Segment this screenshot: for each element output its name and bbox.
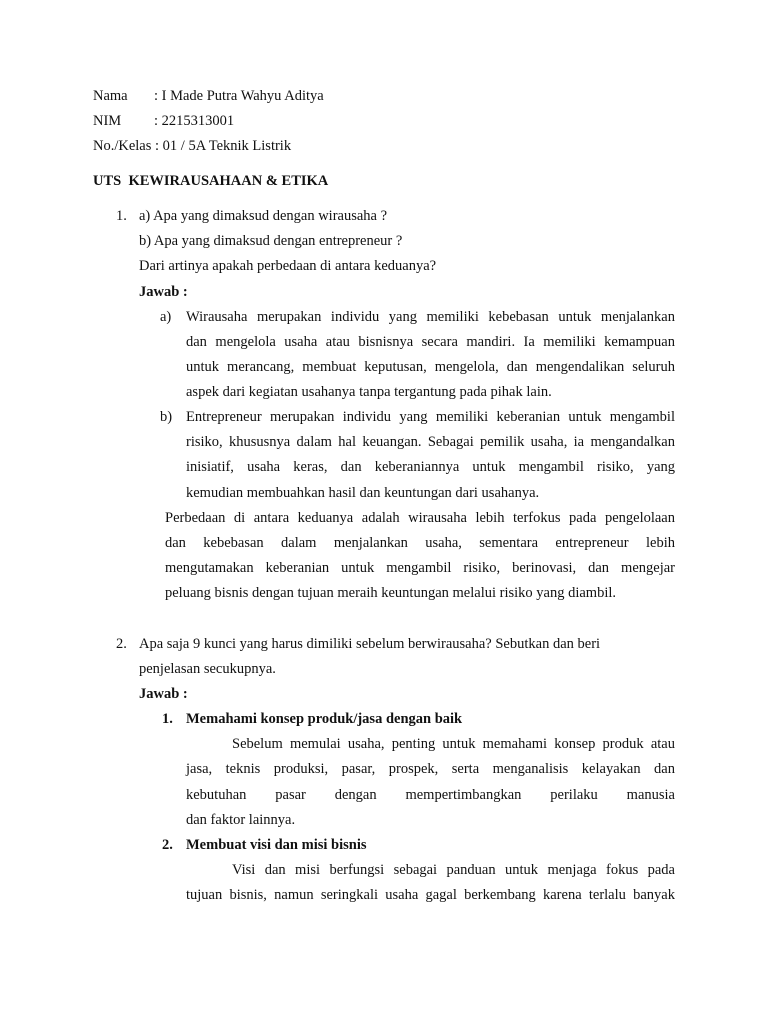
nim-label: NIM	[93, 113, 122, 129]
answer-1a-line: untuk merancang, membuat keputusan, mengelola, dan mengendalikan seluruh	[186, 359, 675, 375]
answer-1b-line: risiko, khususnya dalam hal keuangan. Sebagai pemilik usaha, ia mengandalkan	[186, 434, 675, 450]
answer-1a-line: Wirausaha merupakan individu yang memiliki kebebasan untuk menjalankan	[186, 309, 675, 325]
perbedaan-line: mengutamakan keberanian untuk mengambil risiko, berinovasi, dan mengejar	[165, 560, 675, 576]
perbedaan-line: dan kebebasan dalam menjalankan usaha, sementara entrepreneur lebih	[165, 535, 675, 551]
answer-1a-line: aspek dari kegiatan usahanya tanpa tergantung pada pihak lain.	[186, 384, 552, 400]
key-item-1-line: dan faktor lainnya.	[186, 812, 296, 828]
answer-1b-line: inisiatif, usaha keras, dan keberaniannya untuk mengambil risiko, yang	[186, 459, 675, 475]
nama-label: Nama	[93, 88, 128, 104]
document-title: UTS KEWIRAUSAHAAN & ETIKA	[93, 173, 329, 189]
answer-1a-marker: a)	[160, 309, 172, 325]
perbedaan-line: Perbedaan di antara keduanya adalah wirausaha lebih terfokus pada pengelolaan	[165, 510, 675, 526]
question-2-line: Apa saja 9 kunci yang harus dimiliki sebelum berwirausaha? Sebutkan dan beri	[139, 636, 601, 652]
question-1-line: b) Apa yang dimaksud dengan entrepreneur ?	[139, 233, 403, 249]
nim-value: : 2215313001	[154, 113, 235, 129]
answer-1-label: Jawab :	[139, 284, 188, 300]
key-item-1-line: kebutuhan pasar dengan mempertimbangkan perilaku manusia	[186, 787, 675, 803]
answer-2-label: Jawab :	[139, 686, 188, 702]
key-item-1-number: 1.	[162, 711, 173, 727]
key-item-1-title: Memahami konsep produk/jasa dengan baik	[186, 711, 463, 727]
kelas-line: No./Kelas : 01 / 5A Teknik Listrik	[93, 138, 292, 154]
answer-1b-line: Entrepreneur merupakan individu yang memiliki keberanian untuk mengambil	[186, 409, 675, 425]
answer-1a-line: dan mengelola usaha atau bisnisnya secara mandiri. Ia memiliki kemampuan	[186, 334, 675, 350]
key-item-2-line: tujuan bisnis, namun seringkali usaha gagal berkembang karena terlalu banyak	[186, 887, 675, 903]
key-item-2-title: Membuat visi dan misi bisnis	[186, 837, 367, 853]
key-item-1-line: jasa, teknis produksi, pasar, prospek, serta menganalisis kelayakan dan	[186, 761, 675, 777]
key-item-2-line: Visi dan misi berfungsi sebagai panduan untuk menjaga fokus pada	[232, 862, 675, 878]
perbedaan-line: peluang bisnis dengan tujuan meraih keuntungan melalui risiko yang diambil.	[165, 585, 617, 601]
question-1-number: 1.	[116, 208, 127, 224]
answer-1b-line: kemudian membuahkan hasil dan keuntungan dari usahanya.	[186, 485, 540, 501]
question-2-line: penjelasan secukupnya.	[139, 661, 276, 677]
answer-1b-marker: b)	[160, 409, 173, 425]
question-2-number: 2.	[116, 636, 127, 652]
nama-value: : I Made Putra Wahyu Aditya	[154, 88, 324, 104]
key-item-1-line: Sebelum memulai usaha, penting untuk memahami konsep produk atau	[232, 736, 675, 752]
question-1-line: Dari artinya apakah perbedaan di antara keduanya?	[139, 258, 437, 274]
question-1-line: a) Apa yang dimaksud dengan wirausaha ?	[139, 208, 388, 224]
key-item-2-number: 2.	[162, 837, 173, 853]
